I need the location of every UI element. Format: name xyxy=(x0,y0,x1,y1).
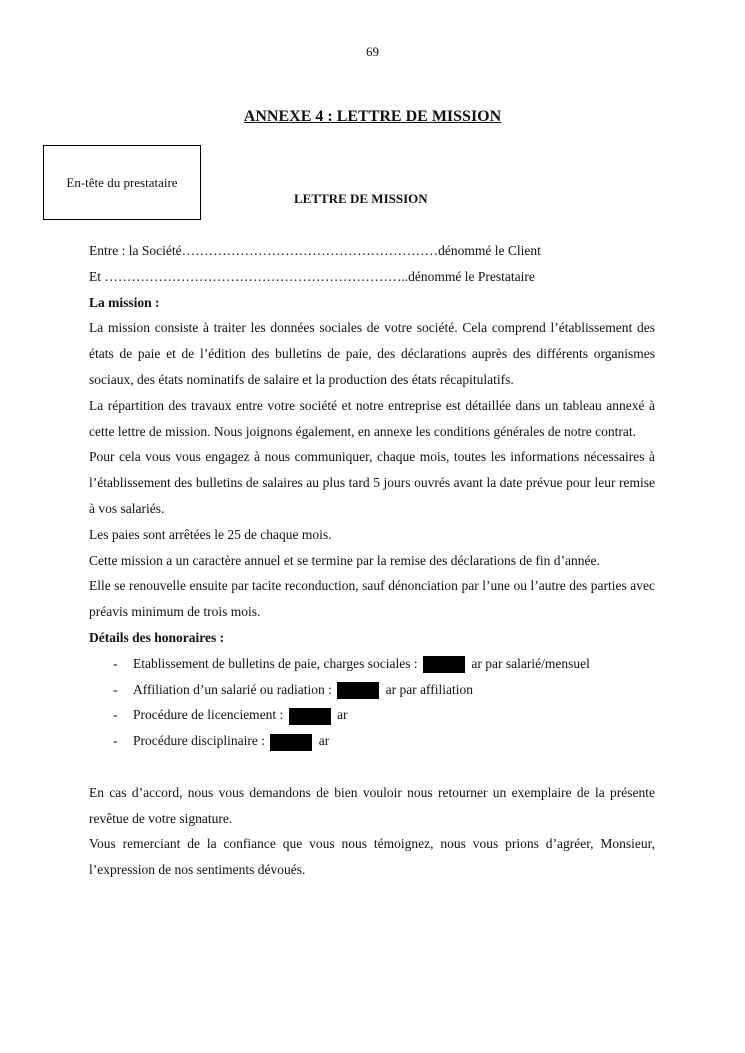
letter-title: LETTRE DE MISSION xyxy=(294,191,428,206)
page-number: 69 xyxy=(366,44,379,59)
spacer xyxy=(89,754,655,780)
fee-item xyxy=(89,677,655,703)
mission-paragraph: La répartition des travaux entre votre société et notre entreprise est détaillée dans un tableau annexé à cette lettre de mission. Nous joignons également, en annexe les conditions générales de notre contrat. xyxy=(89,397,655,439)
mission-paragraph: Pour cela vous vous engagez à nous communiquer, chaque mois, toutes les informations nécessaires à l’établissement des bulletins de salaires au plus tard 5 jours ouvrés avant la date prévue pour leur remise à vos salariés. xyxy=(89,449,655,516)
mission-paragraph: Elle se renouvelle ensuite par tacite reconduction, sauf dénonciation par l’une ou l’autre des parties avec préavis minimum de trois mois. xyxy=(89,578,655,620)
fees-list xyxy=(89,651,655,754)
client-line: Entre : la Société…………………………………………………dénommé le Client xyxy=(89,243,541,258)
redacted-amount xyxy=(337,682,379,699)
closing-paragraph: Vous remerciant de la confiance que vous nous témoignez, nous vous prions d’agréer, Monsieur, l’expression de nos sentiments dévoués. xyxy=(89,836,655,878)
mission-paragraph: Cette mission a un caractère annuel et se termine par la remise des déclarations de fin d’année. xyxy=(89,552,600,568)
fee-label: Etablissement de bulletins de paie, charges sociales : xyxy=(133,655,418,671)
fee-item xyxy=(89,702,655,728)
annex-title-text: ANNEXE 4 : LETTRE DE MISSION xyxy=(243,108,502,125)
fee-suffix: ar par salarié/mensuel xyxy=(471,655,590,671)
fee-bullet: - xyxy=(113,707,118,723)
fee-label: Affiliation d’un salarié ou radiation : xyxy=(133,681,332,697)
fee-bullet: - xyxy=(113,681,118,697)
closing-paragraph: En cas d’accord, nous vous demandons de bien vouloir nous retourner un exemplaire de la présente revêtue de votre signature. xyxy=(89,784,655,826)
fee-bullet: - xyxy=(113,733,118,749)
fee-label: Procédure de licenciement : xyxy=(133,707,284,723)
fee-suffix: ar xyxy=(318,733,330,749)
mission-heading: La mission : xyxy=(89,294,160,310)
letter-body xyxy=(89,238,655,883)
redacted-amount xyxy=(270,734,312,751)
redacted-amount xyxy=(289,708,331,725)
annex-title xyxy=(0,108,745,126)
mission-paragraph: La mission consiste à traiter les données sociales de votre société. Cela comprend l’établissement des états de paie et de l’édition des bulletins de paie, des déclarations auprès des différents organismes sociaux, des états nominatifs de salaire et la production des états récapitulatifs. xyxy=(89,320,655,387)
provider-letterhead-box xyxy=(43,145,201,220)
fee-bullet: - xyxy=(113,655,118,671)
fee-label: Procédure disciplinaire : xyxy=(133,733,265,749)
fee-suffix: ar par affiliation xyxy=(385,681,474,697)
provider-line: Et …………………………………………………………..dénommé le Prestataire xyxy=(89,268,535,284)
fee-item xyxy=(89,651,655,677)
mission-paragraph: Les paies sont arrêtées le 25 de chaque mois. xyxy=(89,526,332,542)
provider-letterhead-label: En-tête du prestataire xyxy=(66,174,178,190)
fee-item xyxy=(89,728,655,754)
redacted-amount xyxy=(423,656,465,673)
fee-suffix: ar xyxy=(337,707,348,723)
fees-heading: Détails des honoraires : xyxy=(89,629,225,645)
